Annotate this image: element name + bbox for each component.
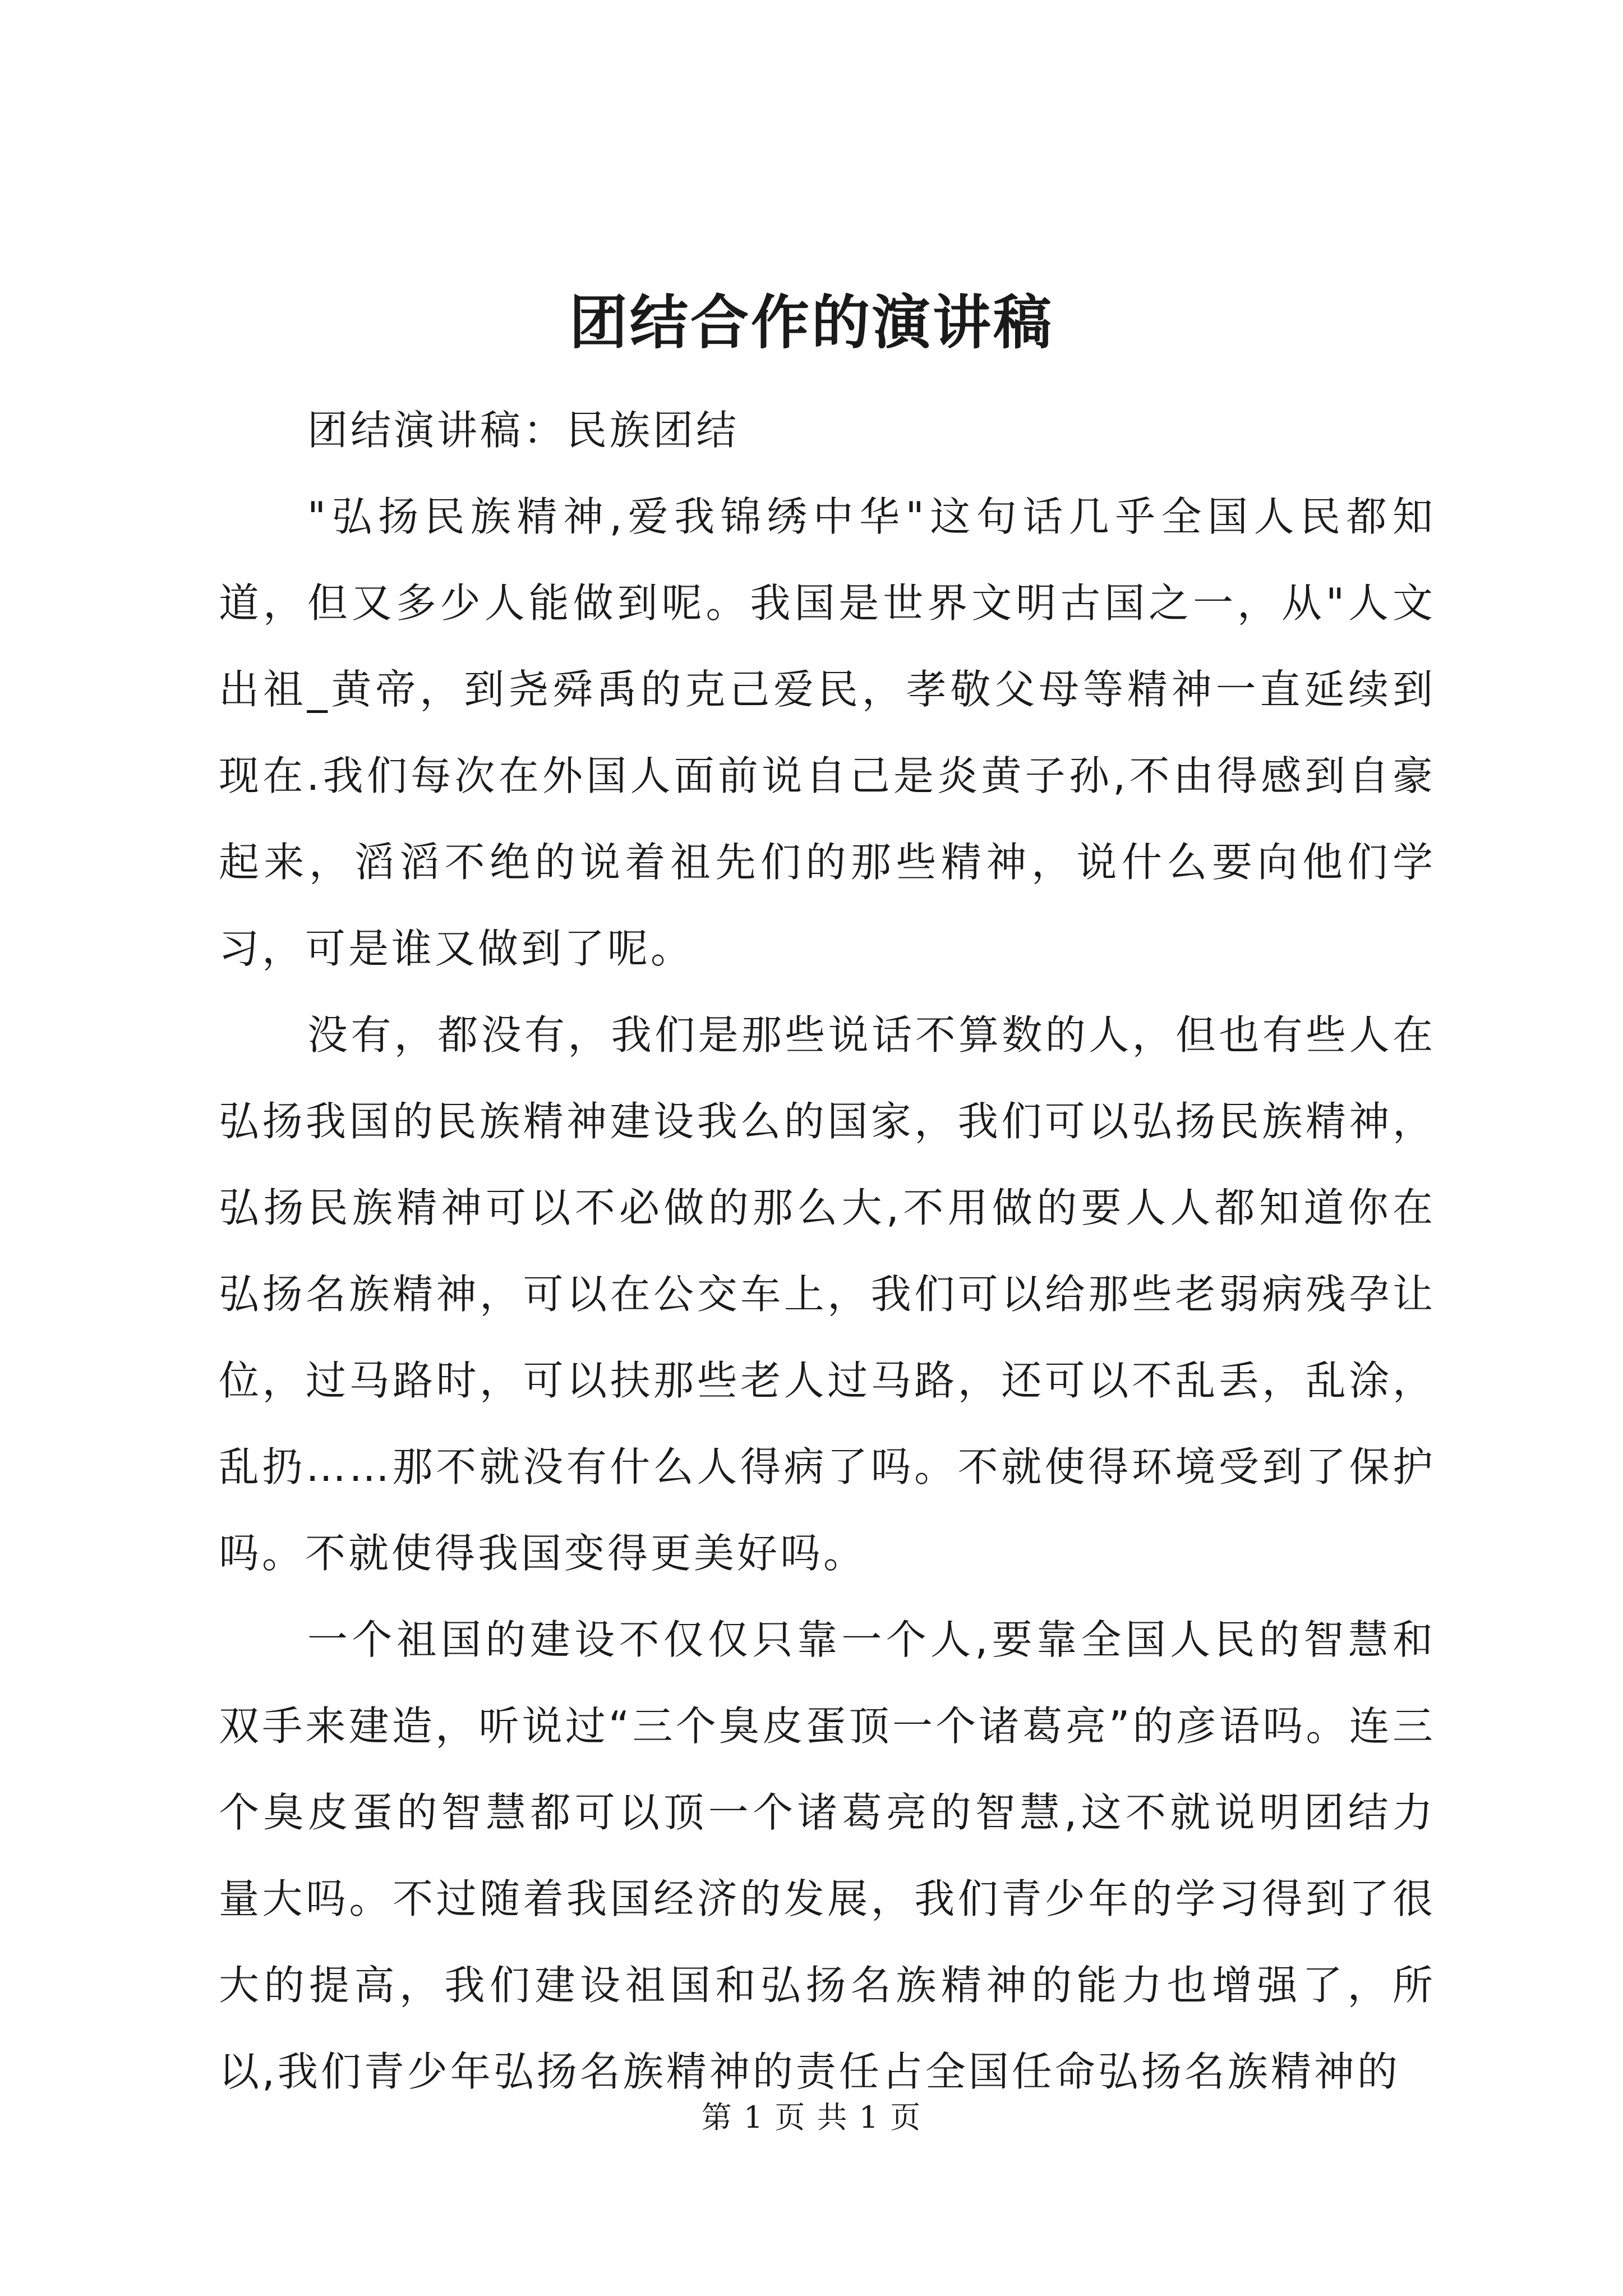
document-title: 团结合作的演讲稿: [569, 288, 1054, 357]
paragraph-1: "弘扬民族精神,爱我锦绣中华"这句话几乎全国人民都知道，但又多少人能做到呢。我国是世界文明古国之一，从"人文出祖_黄帝，到尧舜禹的克己爱民，孝敬父母等精神一直延续到现在.我们每次在外国人面前说自己是炎黄子孙,不由得感到自豪起来，滔滔不绝的说着祖先们的那些精神，说什么要向他们学习，可是谁又做到了呢。: [219, 493, 1436, 972]
paragraph-subtitle: 团结演讲稿：民族团结: [307, 407, 740, 454]
document-body: [219, 387, 1436, 2115]
paragraph-3: 一个祖国的建设不仅仅只靠一个人,要靠全国人民的智慧和双手来建造，听说过“三个臭皮蛋顶一个诸葛亮”的彦语吗。连三个臭皮蛋的智慧都可以顶一个诸葛亮的智慧,这不就说明团结力量大吗。不过随着我国经济的发展，我们青少年的学习得到了很大的提高，我们建设祖国和弘扬名族精神的能力也增强了，所以,我们青少年弘扬名族精神的责任占全国任命弘扬名族精神的: [219, 1616, 1436, 2095]
paragraph-2: 没有，都没有，我们是那些说话不算数的人，但也有些人在弘扬我国的民族精神建设我么的国家，我们可以弘扬民族精神，弘扬民族精神可以不必做的那么大,不用做的要人人都知道你在弘扬名族精神，可以在公交车上，我们可以给那些老弱病残孕让位，过马路时，可以扶那些老人过马路，还可以不乱丢，乱涂，乱扔……那不就没有什么人得病了吗。不就使得环境受到了保护吗。不就使得我国变得更美好吗。: [219, 1011, 1436, 1577]
page-footer: 第 1 页 共 1 页: [701, 2100, 922, 2135]
